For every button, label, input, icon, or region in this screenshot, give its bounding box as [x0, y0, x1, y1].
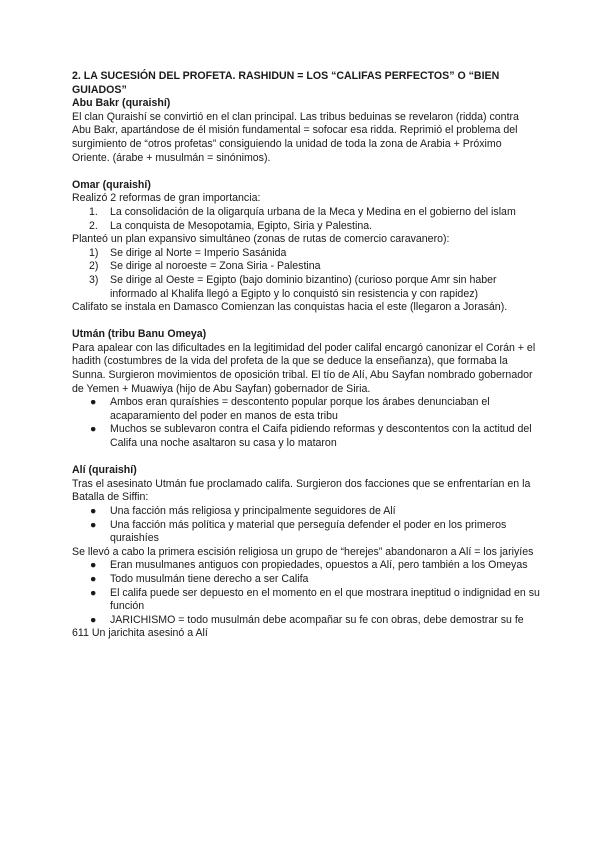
list-item-text: JARICHISMO = todo musulmán debe acompañar su fe con obras, debe demostrar su fe: [110, 613, 524, 626]
bullet-icon: ●: [90, 613, 97, 626]
list-item: [72, 587, 540, 614]
list-marker: 3): [89, 273, 99, 286]
list-item-text: Se dirige al noroeste = Zona Siria - Palestina: [110, 260, 321, 273]
list-item: [72, 573, 540, 587]
list-marker: 1): [89, 246, 99, 259]
utman-bullet-list: [72, 396, 540, 450]
section-spacer: [72, 315, 540, 329]
bullet-icon: ●: [90, 505, 97, 517]
paragraph-utman: Para apalear con las dificultades en la legitimidad del poder califal encargó canonizar el Corán + el hadith (costumbres de la vida del profeta de la que se deduce la enseñanza), que formaba la Sunna. Surgieron movimientos de oposición tribal. El tío de Alí, Abu Sayfan nombrado gobernador de Yemen + Muawiya (hijo de Abu Sayfan) gobernador de Siria.: [72, 341, 536, 395]
bullet-icon: ●: [90, 572, 97, 585]
jariyies-list: [72, 559, 540, 627]
list-item: [72, 274, 540, 301]
document-page: [72, 70, 540, 641]
section-spacer: [72, 165, 540, 179]
list-item: [72, 396, 540, 423]
list-item: [72, 260, 540, 274]
list-item-text: La consolidación de la oligarquía urbana de la Meca y Medina en el gobierno del islam: [110, 205, 516, 218]
section-spacer: [72, 451, 540, 465]
list-item: [72, 220, 540, 234]
section-heading-omar: Omar (quraishí): [72, 178, 151, 191]
list-item: [72, 505, 540, 519]
list-item: [72, 519, 540, 546]
list-item: [72, 247, 540, 261]
paragraph-abu-bakr: El clan Quraishí se convirtió en el clan principal. Las tribus beduinas se revelaron (ridda) contra Abu Bakr, apartándose de él misión fundamental = sofocar esa ridda. Reprimió el problema del surgimiento de “otros profetas” consiguiendo la unidad de toda la zona de Arabia + Próximo Oriente. (árabe + musulmán = sinónimos).: [72, 110, 519, 164]
list-item: [72, 423, 540, 450]
list-item: [72, 614, 540, 628]
bullet-icon: ●: [90, 559, 97, 572]
list-item-text: Se dirige al Norte = Imperio Sasánida: [110, 246, 287, 259]
omar-plan: Planteó un plan expansivo simultáneo (zonas de rutas de comercio caravanero):: [72, 233, 450, 246]
section-heading-abu-bakr: Abu Bakr (quraishí): [72, 97, 171, 110]
ali-factions-list: [72, 505, 540, 546]
list-item-text: Ambos eran quraíshies = descontento popular porque los árabes denunciaban el acaparamiento del poder en manos de esta tribu: [110, 396, 490, 422]
bullet-icon: ●: [90, 518, 97, 531]
paragraph-ali: Tras el asesinato Utmán fue proclamado califa. Surgieron dos facciones que se enfrentarían en la Batalla de Siffin:: [72, 477, 531, 504]
list-item-text: Una facción más política y material que perseguía defender el poder en los primeros quraishíes: [110, 518, 507, 545]
bullet-icon: ●: [90, 396, 97, 409]
list-item: [72, 206, 540, 220]
section-heading-utman: Utmán (tribu Banu Omeya): [72, 328, 207, 341]
bullet-icon: ●: [90, 586, 97, 599]
omar-closing: Califato se instala en Damasco Comienzan las conquistas hacia el este (llegaron a Jorasán).: [72, 301, 508, 314]
list-item-text: Una facción más religiosa y principalmente seguidores de Alí: [110, 505, 396, 517]
list-marker: 2.: [89, 219, 98, 232]
document-title: 2. LA SUCESIÓN DEL PROFETA. RASHIDUN = LOS “CALIFAS PERFECTOS” O “BIEN GUIADOS”: [72, 70, 500, 96]
bullet-icon: ●: [90, 423, 97, 436]
ali-final-line: 611 Un jarichita asesinó a Alí: [72, 627, 208, 640]
list-marker: 1.: [89, 205, 98, 218]
list-marker: 2): [89, 260, 99, 273]
list-item-text: Eran musulmanes antiguos con propiedades, opuestos a Alí, pero también a los Omeyas: [110, 559, 528, 572]
section-heading-ali: Alí (quraishí): [72, 464, 137, 477]
omar-reforms-list: [72, 206, 540, 233]
list-item: [72, 559, 540, 573]
list-item-text: Se dirige al Oeste = Egipto (bajo dominio bizantino) (curioso porque Amr sin haber informado al Khalifa llegó a Egipto y lo conquistó sin resistencia y con rapidez): [110, 273, 497, 300]
ali-schism: Se llevó a cabo la primera escisión religiosa un grupo de “herejes” abandonaron a Alí = los jariyíes: [72, 545, 534, 558]
list-item-text: El califa puede ser depuesto en el momento en el que mostrara ineptitud o indignidad en su función: [110, 586, 540, 613]
list-item-text: Muchos se sublevaron contra el Caifa pidiendo reformas y descontentos con la actitud del Califa una noche asaltaron su casa y lo mataron: [110, 423, 532, 450]
list-item-text: La conquista de Mesopotamia, Egipto, Siria y Palestina.: [110, 219, 373, 232]
list-item-text: Todo musulmán tiene derecho a ser Califa: [110, 572, 309, 585]
omar-intro: Realizó 2 reformas de gran importancia:: [72, 192, 261, 205]
omar-directions-list: [72, 247, 540, 301]
